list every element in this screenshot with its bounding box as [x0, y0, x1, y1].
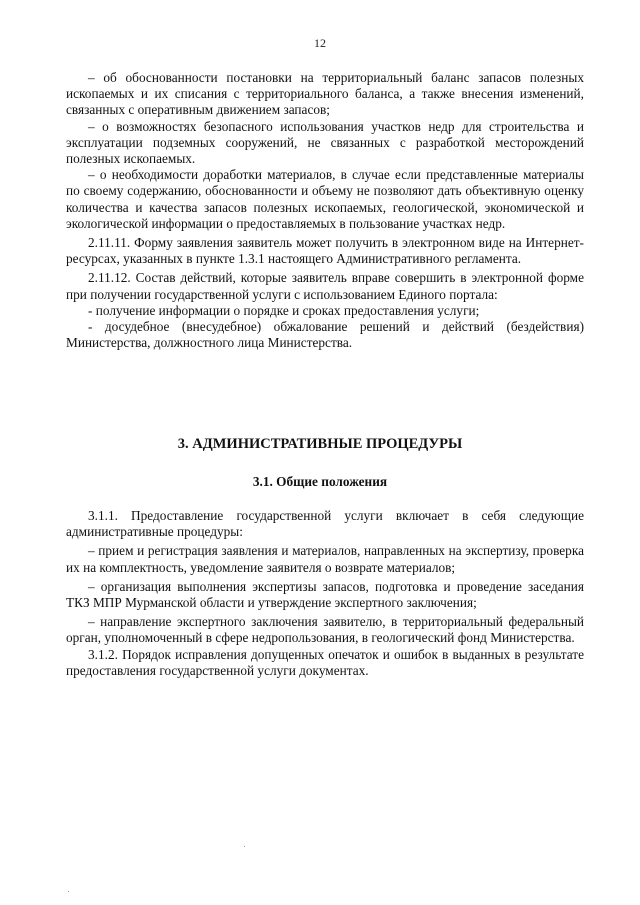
- scan-speck: [244, 846, 245, 847]
- paragraph: – о необходимости доработки материалов, в случае если представленные материалы по своему содержанию, обоснованности и объему не позволяют дать объективную оценку количества и качества запасов полезных ископаемых, геологической, экономической и экологической информации о предоставляемых в пользование участках недр.: [66, 167, 584, 231]
- paragraph: - получение информации о порядке и сроках предоставления услуги;: [88, 302, 480, 318]
- paragraph: 2.11.11. Форму заявления заявитель может получить в электронном виде на Интернет-ресурсах, указанных в пункте 1.3.1 настоящего Административного регламента.: [66, 235, 584, 267]
- paragraph: – об обоснованности постановки на территориальный баланс запасов полезных ископаемых и их списания с территориального баланса, а также внесения изменений, связанных с оперативным движением запасов;: [66, 70, 584, 118]
- paragraph: - досудебное (внесудебное) обжалование решений и действий (бездействия) Министерства, должностного лица Министерства.: [66, 319, 584, 351]
- paragraph: – о возможностях безопасного использования участков недр для строительства и эксплуатации подземных сооружений, не связанных с разработкой месторождений полезных ископаемых.: [66, 118, 584, 167]
- page-number: 12: [314, 36, 326, 50]
- paragraph: – прием и регистрация заявления и материалов, направленных на экспертизу, проверка их на комплектность, уведомление заявителя о возврате материалов;: [66, 543, 584, 575]
- paragraph: 2.11.12. Состав действий, которые заявитель вправе совершить в электронной форме при получении государственной услуги с использованием Единого портала:: [66, 270, 584, 302]
- section-heading: 3. АДМИНИСТРАТИВНЫЕ ПРОЦЕДУРЫ: [177, 436, 463, 452]
- paragraph: 3.1.2. Порядок исправления допущенных опечаток и ошибок в выданных в результате предоставления государственной услуги документах.: [66, 646, 584, 678]
- paragraph: 3.1.1. Предоставление государственной услуги включает в себя следующие административные процедуры:: [66, 508, 584, 540]
- scan-speck: [68, 891, 69, 892]
- body-text-bottom: [66, 508, 584, 679]
- subsection-heading: 3.1. Общие положения: [252, 474, 388, 489]
- paragraph: – направление экспертного заключения заявителю, в территориальный федеральный орган, уполномоченный в сфере недропользования, в геологический фонд Министерства.: [66, 614, 584, 646]
- paragraph: – организация выполнения экспертизы запасов, подготовка и проведение заседания ТКЗ МПР Мурманской области и утверждение экспертного заключения;: [66, 578, 584, 611]
- body-text-top: [66, 70, 584, 351]
